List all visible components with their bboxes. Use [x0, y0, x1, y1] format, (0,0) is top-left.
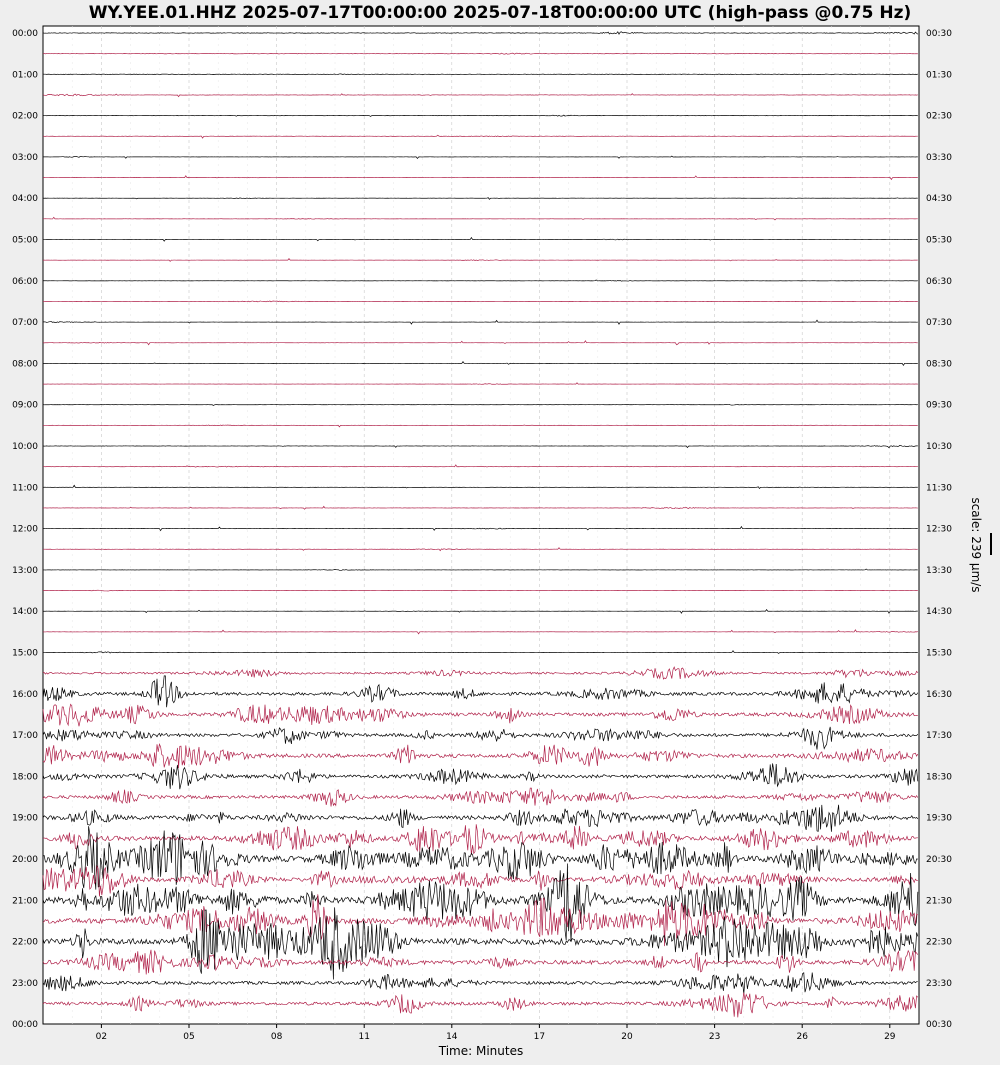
x-tick-label: 20: [621, 1032, 633, 1042]
x-tick-label: 08: [270, 1032, 283, 1042]
x-tick-label: 17: [533, 1032, 546, 1042]
left-time-label: 18:00: [12, 772, 38, 783]
right-time-label: 19:30: [926, 813, 952, 824]
chart-title: WY.YEE.01.HHZ 2025-07-17T00:00:00 2025-07-18T00:00:00 UTC (high-pass @0.75 Hz): [88, 3, 912, 23]
left-time-label: 16:00: [12, 689, 38, 700]
x-tick-label: 05: [183, 1032, 195, 1042]
left-time-label: 23:00: [12, 978, 38, 989]
x-tick-label: 02: [95, 1032, 108, 1042]
left-time-label: 02:00: [12, 111, 38, 122]
x-tick-label: 29: [884, 1032, 896, 1042]
left-time-label: 03:00: [12, 152, 38, 163]
left-time-label: 14:00: [12, 607, 38, 618]
right-time-label: 05:30: [926, 235, 952, 246]
right-time-label: 00:30: [926, 1020, 952, 1031]
left-time-label: 11:00: [12, 483, 38, 494]
right-time-labels: [926, 29, 952, 1030]
left-time-label: 01:00: [12, 70, 38, 81]
right-time-label: 23:30: [926, 978, 952, 989]
left-time-label: 05:00: [12, 235, 38, 246]
left-time-label: 12:00: [12, 524, 38, 535]
left-time-label: 19:00: [12, 813, 38, 824]
right-time-label: 12:30: [926, 524, 952, 535]
left-time-label: 09:00: [12, 400, 38, 411]
right-time-label: 13:30: [926, 565, 952, 576]
right-time-label: 20:30: [926, 855, 952, 865]
left-time-label: 13:00: [12, 565, 38, 576]
left-time-label: 22:00: [12, 937, 38, 948]
left-time-labels: [12, 29, 38, 1030]
x-axis-ticks: [96, 1024, 896, 1042]
left-time-label: 10:00: [12, 442, 38, 452]
right-time-label: 18:30: [926, 772, 952, 783]
right-time-label: 03:30: [926, 152, 952, 163]
left-time-label: 06:00: [12, 276, 38, 287]
x-tick-label: 11: [358, 1032, 370, 1042]
right-time-label: 15:30: [926, 648, 952, 659]
right-time-label: 00:30: [926, 29, 952, 39]
left-time-label: 21:00: [12, 896, 38, 907]
right-time-label: 04:30: [926, 194, 952, 205]
right-time-label: 21:30: [926, 896, 952, 907]
left-time-label: 04:00: [12, 194, 38, 205]
right-time-label: 08:30: [926, 359, 952, 370]
left-time-label: 07:00: [12, 318, 38, 329]
x-tick-label: 26: [796, 1032, 808, 1042]
right-time-label: 01:30: [926, 70, 952, 81]
scale-label: scale: 239 µm/s: [969, 497, 983, 593]
right-time-label: 11:30: [926, 483, 952, 494]
right-time-label: 22:30: [926, 937, 952, 948]
left-time-label: 00:00: [12, 29, 38, 39]
left-time-label: 20:00: [12, 855, 38, 865]
x-tick-label: 14: [446, 1032, 458, 1042]
left-time-label: 00:00: [12, 1020, 38, 1031]
right-time-label: 02:30: [926, 111, 952, 122]
left-time-label: 17:00: [12, 731, 38, 742]
left-time-label: 15:00: [12, 648, 38, 659]
right-time-label: 14:30: [926, 607, 952, 618]
right-time-label: 09:30: [926, 400, 952, 411]
right-time-label: 16:30: [926, 689, 952, 700]
right-time-label: 17:30: [926, 731, 952, 742]
right-time-label: 10:30: [926, 442, 952, 452]
right-time-label: 06:30: [926, 276, 952, 287]
left-time-label: 08:00: [12, 359, 38, 370]
x-axis-label: Time: Minutes: [438, 1044, 524, 1058]
right-time-label: 07:30: [926, 318, 952, 329]
x-tick-label: 23: [708, 1032, 721, 1042]
